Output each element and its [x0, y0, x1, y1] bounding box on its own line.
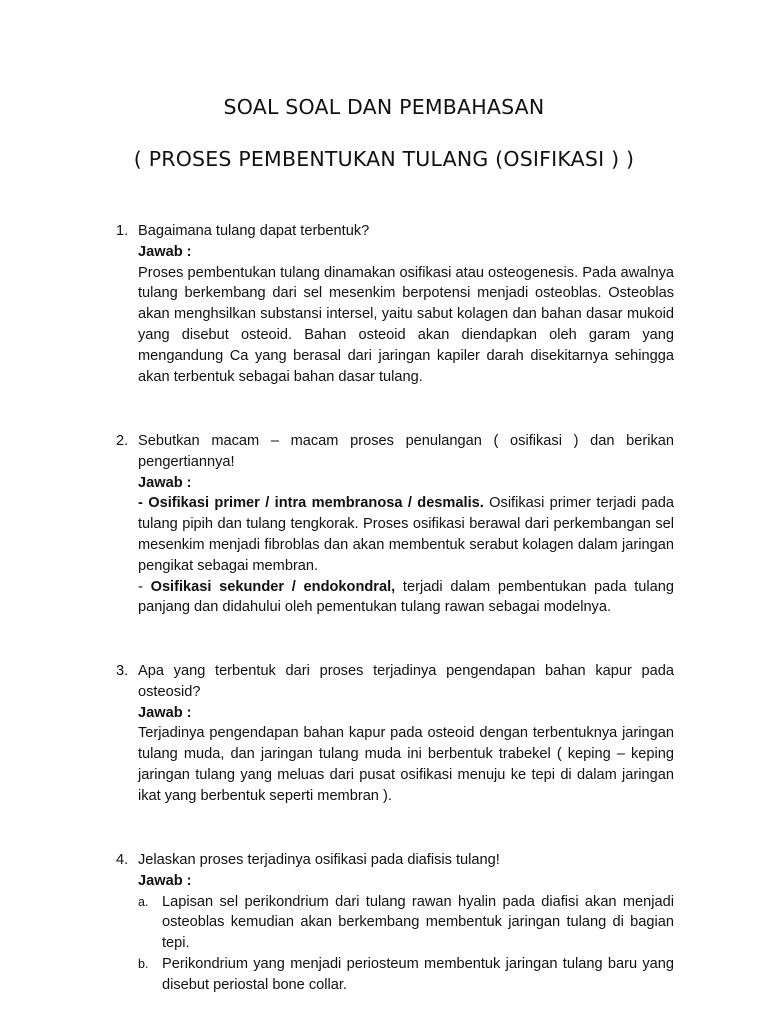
- answer-sekunder-paragraph: [138, 577, 674, 619]
- answer-label: Jawab :: [138, 704, 192, 721]
- sub-item-text: Lapisan sel perikondrium dari tulang rawan hyalin pada diafisi akan menjadi osteoblas kemudian akan berkembang membentuk jaringan tulang di bagian tepi.: [162, 893, 674, 952]
- question-text: Apa yang terbentuk dari proses terjadinya pengendapan bahan kapur pada osteosid?: [138, 663, 674, 700]
- question-number: 4.: [116, 852, 129, 868]
- question-text: Sebutkan macam – macam proses penulangan ( osifikasi ) dan berikan pengertiannya!: [138, 433, 674, 470]
- sub-item-letter: a.: [138, 894, 149, 909]
- answer-sekunder-text: terjadi dalam pembentukan pada tulang panjang dan didahului oleh pementukan tulang rawan sebagai modelnya.: [138, 578, 674, 616]
- answer-text: Proses pembentukan tulang dinamakan osifikasi atau osteogenesis. Pada awalnya tulang berkembang dari sel mesenkim berpotensi menjadi osteoblas. Osteoblas akan menghsilkan substansi intersel, yaitu sabut kolagen dan bahan dasar mukoid yang disebut osteoid. Bahan osteoid akan diendapkan oleh garam yang mengandung Ca yang berasal dari jaringan kapiler darah disekitarnya sehingga akan terbentuk sebagai bahan dasar tulang.: [138, 264, 674, 385]
- document-title: SOAL SOAL DAN PEMBAHASAN: [223, 95, 545, 119]
- sub-item-letter: b.: [138, 956, 149, 971]
- answer-sekunder-prefix: -: [138, 578, 151, 595]
- question-number: 2.: [116, 433, 129, 449]
- question-item-2: [116, 431, 674, 618]
- question-number: 3.: [116, 663, 129, 679]
- answer-label: Jawab :: [138, 474, 192, 491]
- question-item-3: [116, 661, 674, 807]
- question-item-1: [116, 221, 674, 387]
- answer-sekunder-heading: Osifikasi sekunder / endokondral,: [150, 578, 396, 595]
- question-text: Jelaskan proses terjadinya osifikasi pada diafisis tulang!: [138, 852, 500, 868]
- answer-primer-heading: - Osifikasi primer / intra membranosa / desmalis.: [138, 495, 484, 512]
- question-item-4: [116, 850, 674, 996]
- answer-sub-item-a: [138, 892, 674, 954]
- question-number: 1.: [116, 223, 129, 239]
- answer-label: Jawab :: [138, 872, 192, 889]
- answer-label: Jawab :: [138, 243, 192, 260]
- document-subtitle: ( PROSES PEMBENTUKAN TULANG (OSIFIKASI ) ): [133, 147, 635, 171]
- answer-text: Terjadinya pengendapan bahan kapur pada osteoid dengan terbentuknya jaringan tulang muda, dan jaringan tulang muda ini berbentuk trabekel ( keping – keping jaringan tulang yang meluas dari pusat osifikasi menuju ke tepi di dalam jaringan ikat yang berbentuk seperti membran ).: [138, 725, 674, 804]
- answer-primer-text: Osifikasi primer terjadi pada tulang pipih dan tulang tengkorak. Proses osifikasi berawal dari perkembangan sel mesenkim menjadi fibroblas dan akan membentuk serabut kolagen dalam jaringan pengikat sebagai membran.: [138, 495, 674, 574]
- sub-item-text: Perikondrium yang menjadi periosteum membentuk jaringan tulang baru yang disebut periostal bone collar.: [162, 955, 674, 993]
- question-text: Bagaimana tulang dapat terbentuk?: [138, 223, 370, 239]
- answer-primer-paragraph: [138, 493, 674, 576]
- answer-sub-item-b: [138, 954, 674, 996]
